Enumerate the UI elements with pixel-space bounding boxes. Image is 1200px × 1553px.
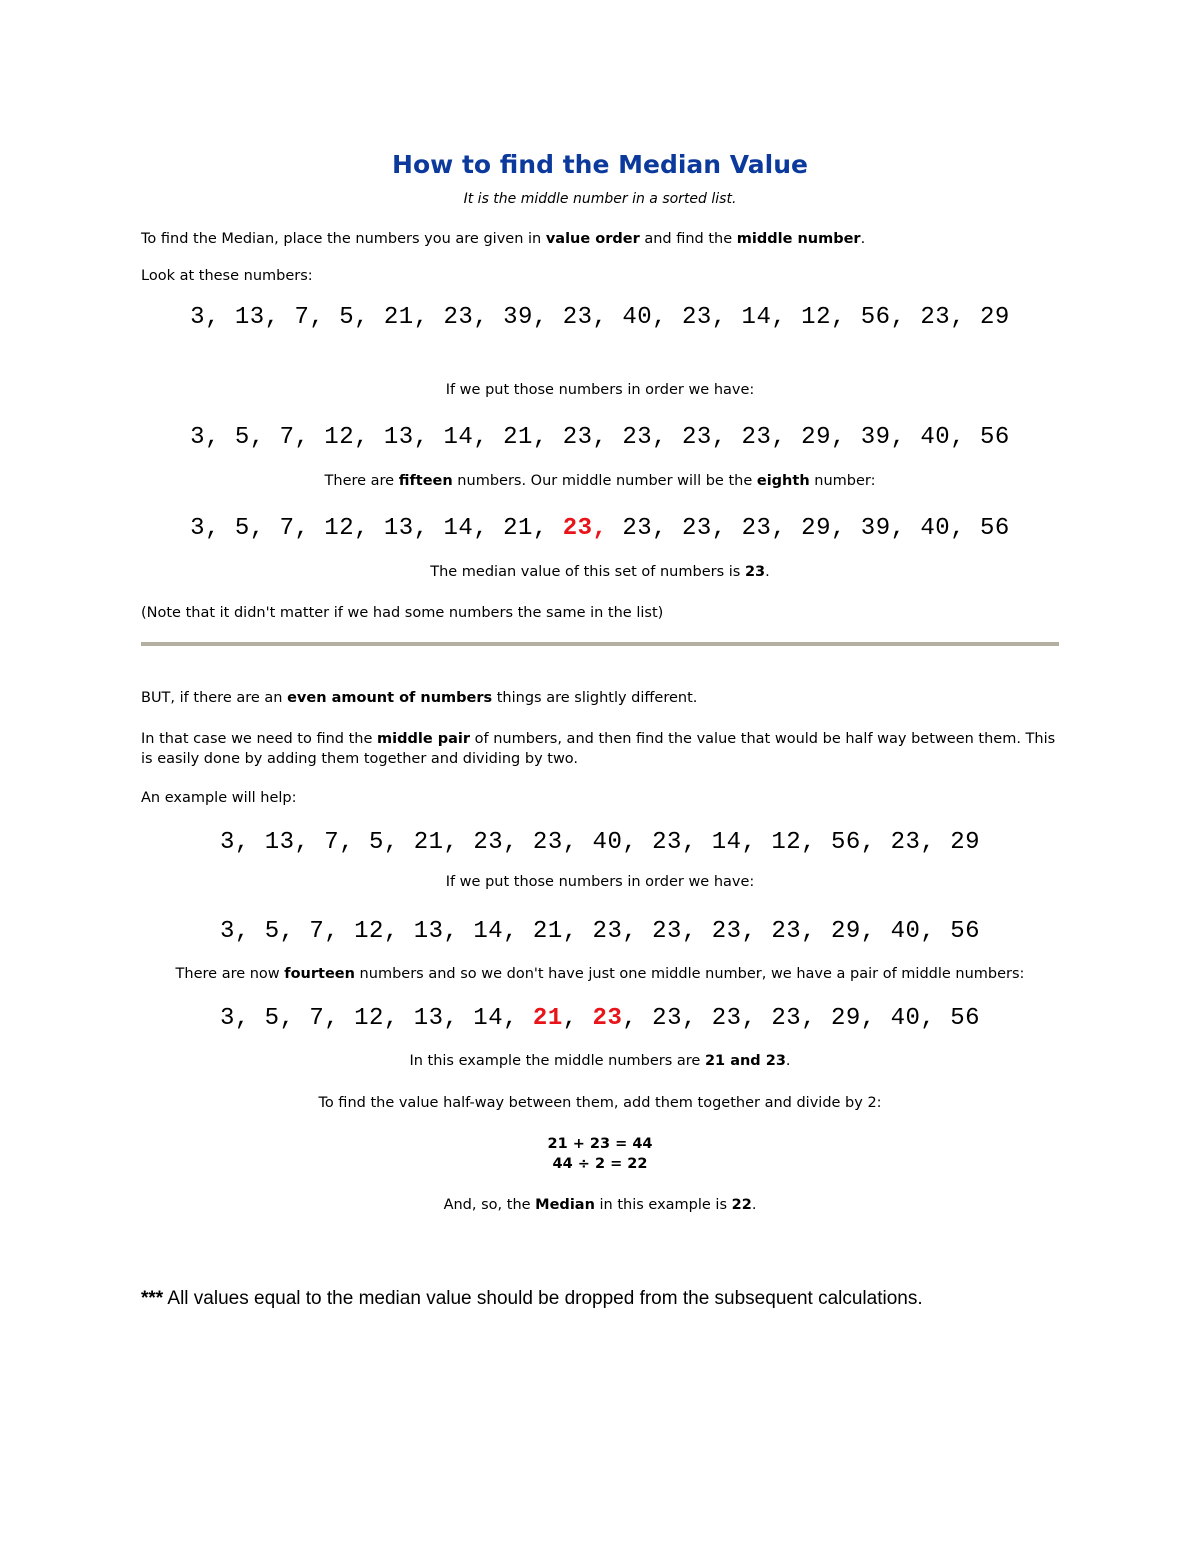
footnote [141,1287,1059,1311]
even-median-value: 22 [731,1197,752,1213]
document-page [141,150,1059,1311]
even-median-mid: in this example is [594,1197,732,1213]
odd-count-eighth: eighth [756,473,810,489]
even-median-bold-word: Median [535,1197,595,1213]
look-text: Look at these numbers: [141,268,313,284]
odd-count-mid: numbers. Our middle number will be the [452,473,757,489]
even-intro [141,688,1059,708]
even-middle-pre: In this example the middle numbers are [409,1053,705,1069]
halfway-text: To find the value half-way between them, add them together and divide by 2: [318,1095,882,1111]
intro-text: . [860,231,866,247]
odd-hl-after: 23, 23, 23, 29, 39, 40, 56 [607,515,1010,542]
even-median-pre: And, so, the [443,1197,536,1213]
odd-median-pre: The median value of this set of numbers is [430,564,745,580]
calc-line-1: 21 + 23 = 44 [547,1136,653,1152]
odd-median-highlight: 23, [562,515,608,542]
odd-count-text [141,471,1059,491]
pair-pre: In that case we need to find the [141,731,378,747]
even-hl-sep: , [562,1005,593,1032]
page-title: How to find the Median Value [392,150,808,179]
odd-count-post: number: [809,473,876,489]
even-median-highlight-1: 21 [532,1005,563,1032]
even-sorted-numbers: 3, 5, 7, 12, 13, 14, 21, 23, 23, 23, 23, 29, 40, 56 [219,918,981,945]
calc-line-2: 44 ÷ 2 = 22 [552,1156,648,1172]
even-hl-after: , 23, 23, 23, 29, 40, 56 [622,1005,981,1032]
even-hl-before: 3, 5, 7, 12, 13, 14, [219,1005,533,1032]
odd-highlighted-numbers [141,514,1059,544]
odd-count-pre: There are [324,473,399,489]
intro-bold-middle-number: middle number [736,231,861,247]
intro-bold-value-order: value order [545,231,640,247]
even-median-text [141,1195,1059,1215]
odd-median-value: 23 [744,564,766,580]
footnote-stars: *** [141,1288,164,1309]
even-middle-text [141,1051,1059,1071]
intro-text: and find the [639,231,737,247]
even-intro-post: things are slightly different. [492,690,698,706]
even-intro-pre: BUT, if there are an [141,690,288,706]
pair-post: of numbers, and then find the value that would be half way between them. This is easily done by adding them together and dividing by two. [141,731,1056,767]
even-count-post: numbers and so we don't have just one middle number, we have a pair of middle numbers: [354,966,1025,982]
page-subtitle: It is the middle number in a sorted list. [463,191,737,207]
even-intro-bold: even amount of numbers [287,690,493,706]
intro-text: To find the Median, place the numbers you are given in [141,231,546,247]
odd-unsorted-numbers: 3, 13, 7, 5, 21, 23, 39, 23, 40, 23, 14, 12, 56, 23, 29 [190,304,1010,331]
even-middle-bold: 21 and 23 [704,1053,786,1069]
odd-order-text: If we put those numbers in order we have: [445,382,755,398]
footnote-text: All values equal to the median value should be dropped from the subsequent calculations. [163,1288,923,1309]
even-count-fourteen: fourteen [284,966,355,982]
intro-paragraph [141,229,1059,249]
even-count-pre: There are now [175,966,285,982]
even-order-text: If we put those numbers in order we have: [445,874,755,890]
even-highlighted-numbers [141,1004,1059,1034]
odd-note: (Note that it didn't matter if we had some numbers the same in the list) [141,605,664,621]
odd-hl-before: 3, 5, 7, 12, 13, 14, 21, [190,515,563,542]
example-text: An example will help: [141,790,297,806]
even-unsorted-numbers: 3, 13, 7, 5, 21, 23, 23, 40, 23, 14, 12, 56, 23, 29 [219,829,981,856]
even-median-highlight-2: 23 [592,1005,623,1032]
odd-median-text [141,562,1059,582]
odd-median-post: . [765,564,770,580]
even-count-text [141,964,1059,984]
odd-count-fifteen: fifteen [398,473,453,489]
pair-bold: middle pair [377,731,470,747]
section-divider [141,642,1059,646]
pair-paragraph [141,729,1059,769]
even-middle-post: . [785,1053,791,1069]
odd-sorted-numbers: 3, 5, 7, 12, 13, 14, 21, 23, 23, 23, 23, 29, 39, 40, 56 [190,424,1010,451]
even-median-post: . [751,1197,757,1213]
